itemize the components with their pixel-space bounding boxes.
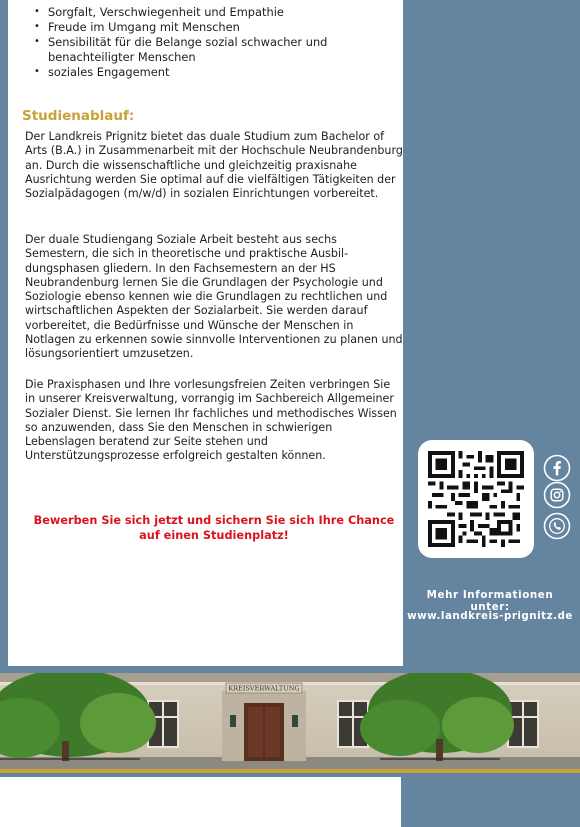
building-photo [0,673,580,773]
footer-white-area [0,777,401,827]
more-info-label: Mehr Informationen unter: [426,589,554,613]
list-item: • Sorgfalt, Verschwiegenheit und Empathie [34,5,394,19]
qr-code[interactable] [428,450,524,548]
website-link[interactable]: www.landkreis-prignitz.de [407,610,573,622]
paragraph-study-structure: Der duale Studiengang Soziale Arbeit besteht aus sechs Semestern, die sich in theoretische und praktische Ausbildungsphasen gliedern. In den Fachsemestern an der HS Neubrandenburg lernen Sie die Grundlagen der Psychologie und Soziologie ebenso kennen wie die Grundlagen zu rechtlichen und wirtschaftlichen Aspekten der Sozialarbeit. Sie werden darauf vorbereitet, die Bedürfnisse und Wünsche der Menschen in Notlagen zu erkennen sowie sinnvolle Interventionen zu planen und lösungsorientiert umzusetzen. [25,233,403,361]
facebook-icon[interactable] [543,454,571,482]
list-item: • Sensibilität für die Belange sozial schwacher und benachteiligter Menschen [34,35,394,63]
content-panel [8,0,403,666]
paragraph-intro: Der Landkreis Prignitz bietet das duale Studium zum Bachelor of Arts (B.A.) in Zusammenarbeit mit der Hochschule Neubrandenburg an. Durch die wissenschaftliche und gleichzeitig praxisnahe Ausrichtung werden Sie optimal auf die vielfältigen Tätigkeiten der Sozialpädagogen (m/w/d) in sozialen Einrichtungen vorbereitet. [25,130,403,201]
list-item: • Freude im Umgang mit Menschen [34,20,394,34]
building-sign: KREISVERWALTUNG [228,684,300,693]
qr-code-card[interactable] [418,440,534,558]
instagram-icon[interactable] [543,481,571,509]
list-item: • soziales Engagement [34,65,394,79]
paragraph-practice-phases: Die Praxisphasen und Ihre vorlesungsfreien Zeiten verbringen Sie in unserer Kreisverwaltung, vorrangig im Sachbereich Allgemeiner Sozialer Dienst. Sie lernen Ihr fachliches und methodisches Wissen so anzuwenden, dass Sie den Menschen in schwierigen Lebenslagen beratend zur Seite stehen und Unterstützungsprozesse erfolgreich gestalten können. [25,378,397,463]
footer-blue-area [401,777,580,827]
requirements-list [34,5,394,80]
call-to-action: Bewerben Sie sich jetzt und sichern Sie sich Ihre Chance auf einen Studienplatz! [33,514,395,542]
section-heading-studienablauf: Studienablauf: [22,108,135,124]
phone-icon[interactable] [543,512,571,540]
